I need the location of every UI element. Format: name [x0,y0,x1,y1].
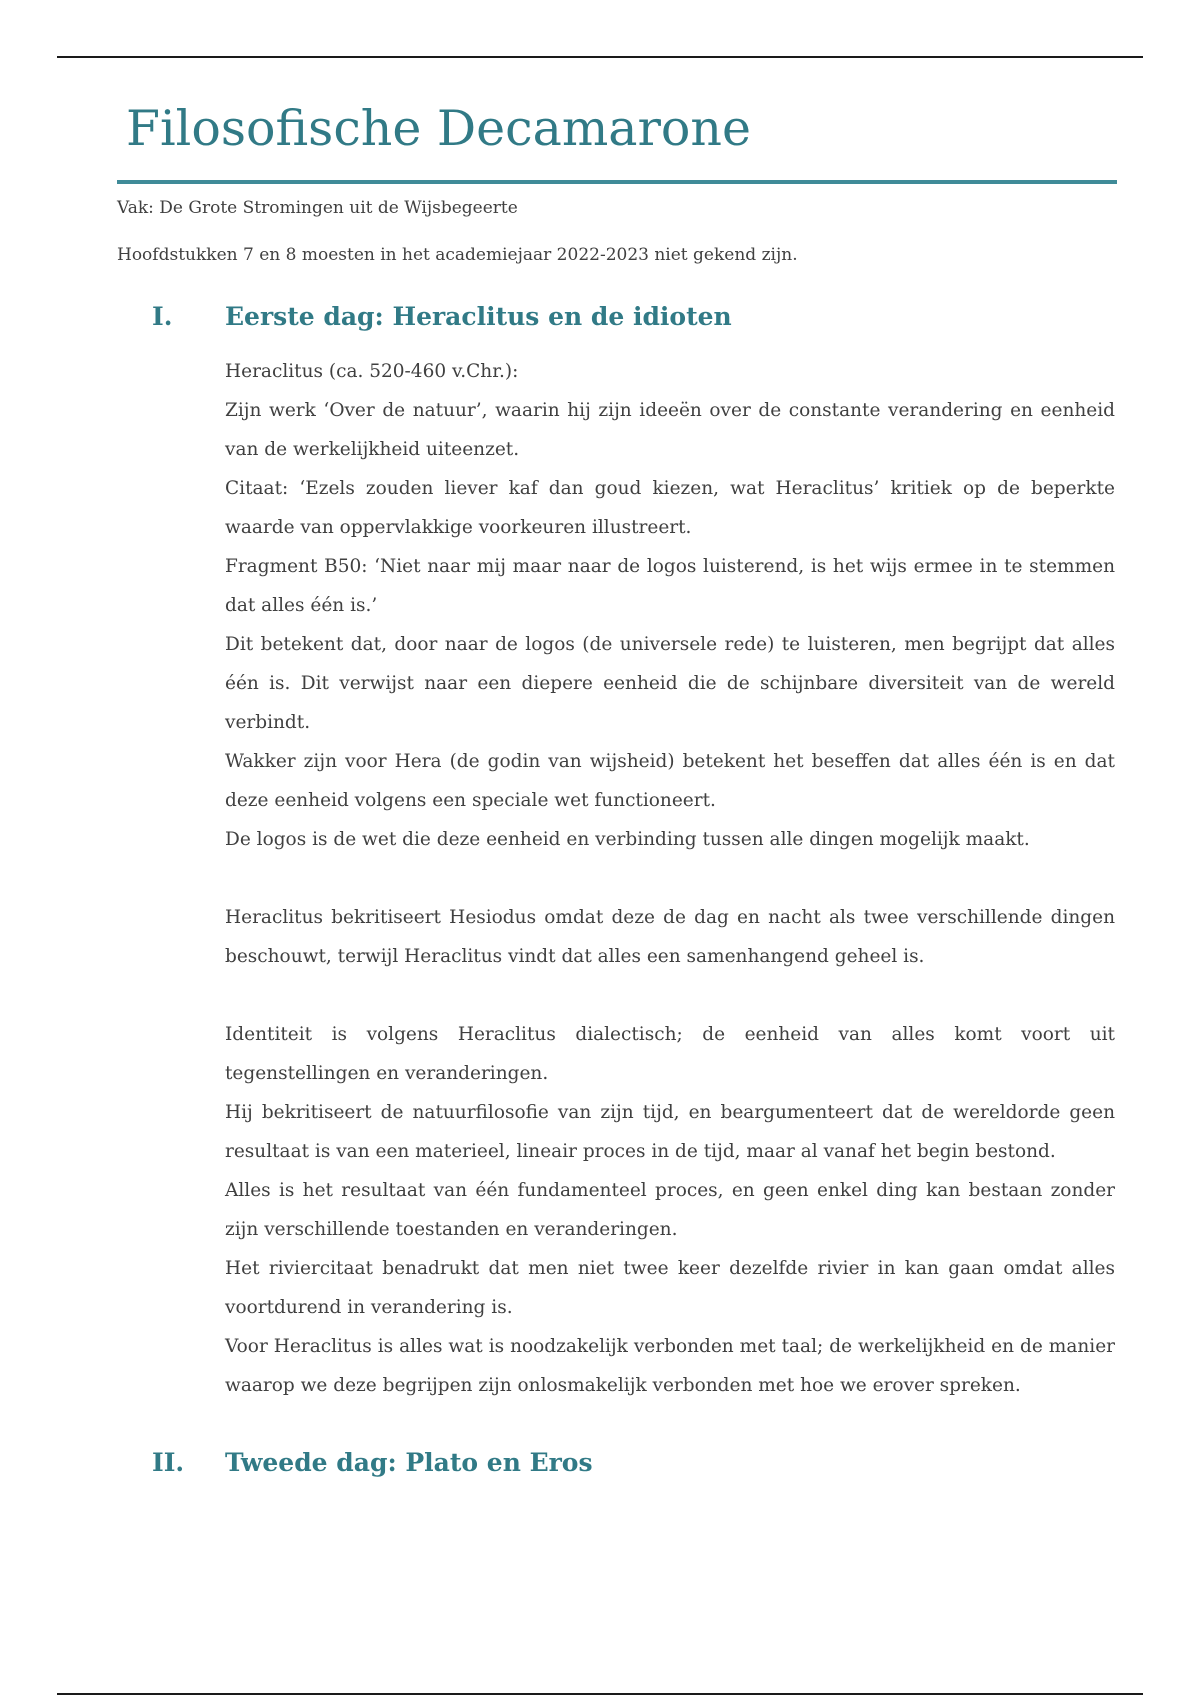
section-title-1: Eerste dag: Heraclitus en de idioten [225,302,732,331]
paragraph: Alles is het resultaat van één fundamenteel proces, en geen enkel ding kan bestaan zonder zijn verschillende toestanden en veranderingen. [225,1180,1115,1240]
paragraph: Zijn werk ‘Over de natuur’, waarin hij zijn ideeën over de constante verandering en eenheid van de werkelijkheid uiteenzet. [225,400,1115,460]
paragraph: Identiteit is volgens Heraclitus dialectisch; de eenheid van alles komt voort uit tegenstellingen en veranderingen. [225,1024,1115,1084]
paragraph: Heraclitus bekritiseert Hesiodus omdat deze de dag en nacht als twee verschillende dingen beschouwt, terwijl Heraclitus vindt dat alles een samenhangend geheel is. [225,907,1115,967]
section-body-1 [225,352,1115,1405]
section-heading-1 [0,297,1200,337]
page-top-rule [57,56,1143,58]
paragraph: Wakker zijn voor Hera (de godin van wijsheid) betekent het beseffen dat alles één is en dat deze eenheid volgens een speciale wet functioneert. [225,751,1115,811]
chapter-note: Hoofdstukken 7 en 8 moesten in het academiejaar 2022-2023 niet gekend zijn. [117,245,798,265]
paragraph: Het riviercitaat benadrukt dat men niet twee keer dezelfde rivier in kan gaan omdat alles voortdurend in verandering is. [225,1258,1115,1318]
paragraph: Dit betekent dat, door naar de logos (de universele rede) te luisteren, men begrijpt dat alles één is. Dit verwijst naar een diepere eenheid die de schijnbare diversiteit van de wereld verbindt. [225,634,1115,733]
page-bottom-rule [57,1693,1143,1695]
paragraph: Hij bekritiseert de natuurfilosofie van zijn tijd, en beargumenteert dat de wereldorde geen resultaat is van een materieel, lineair proces in de tijd, maar al vanaf het begin bestond. [225,1102,1115,1162]
section-title-2: Tweede dag: Plato en Eros [225,1448,593,1477]
title-underline [117,180,1117,184]
paragraph: Voor Heraclitus is alles wat is noodzakelijk verbonden met taal; de werkelijkheid en de manier waarop we deze begrijpen zijn onlosmakelijk verbonden met hoe we erover spreken. [225,1336,1115,1396]
paragraph: Citaat: ‘Ezels zouden liever kaf dan goud kiezen, wat Heraclitus’ kritiek op de beperkte waarde van oppervlakkige voorkeuren illustreert. [225,478,1115,538]
paragraph: De logos is de wet die deze eenheid en verbinding tussen alle dingen mogelijk maakt. [225,829,1030,850]
section-heading-2 [0,1443,1200,1483]
section-number-2: II. [152,1448,185,1477]
paragraph: Heraclitus (ca. 520-460 v.Chr.): [225,361,519,382]
section-number-1: I. [152,302,173,331]
paragraph: Fragment B50: ‘Niet naar mij maar naar de logos luisterend, is het wijs ermee in te stemmen dat alles één is.’ [225,556,1115,616]
document-title: Filosofische Decamarone [126,100,751,157]
course-line: Vak: De Grote Stromingen uit de Wijsbegeerte [117,198,518,218]
